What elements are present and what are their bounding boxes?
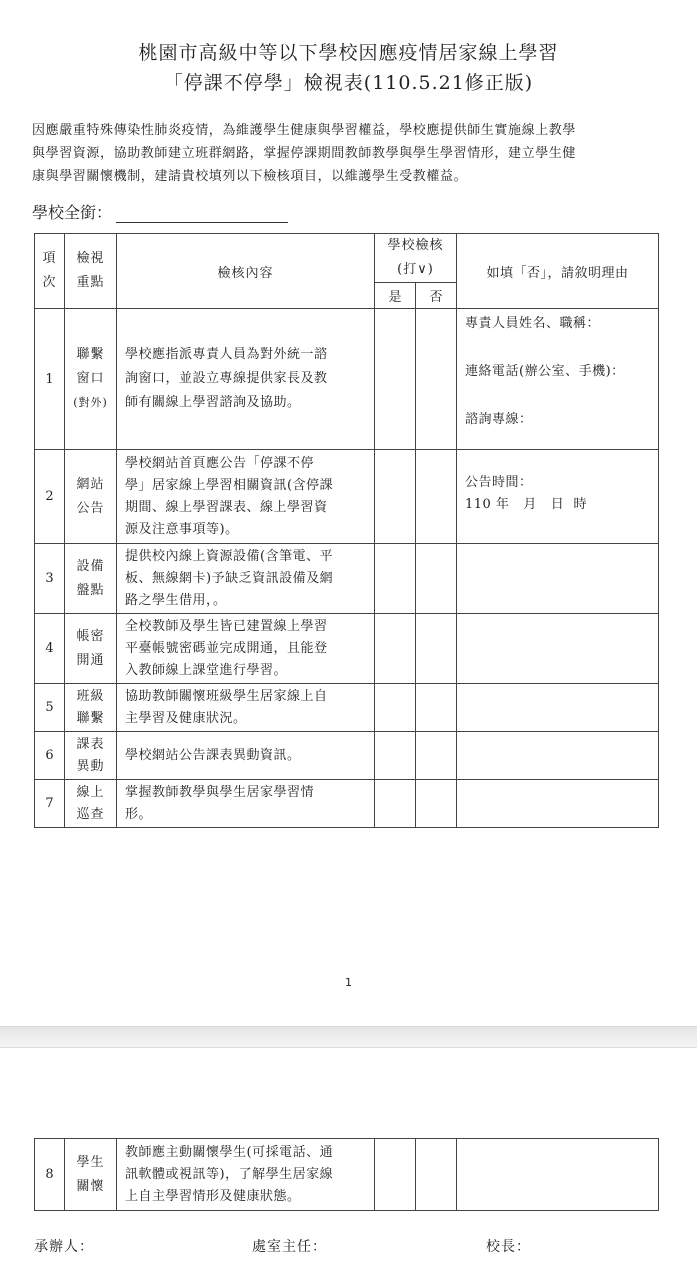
remark-cell[interactable] bbox=[457, 1139, 659, 1211]
header-item-no: 項 次 bbox=[35, 234, 65, 309]
check-yes-cell[interactable] bbox=[375, 684, 416, 732]
remark-cell[interactable] bbox=[457, 684, 659, 732]
row-number: 1 bbox=[35, 309, 65, 450]
row-focus: 課表 異動 bbox=[65, 732, 117, 780]
remark-cell[interactable]: 公告時間： 110 年 月 日 時 bbox=[457, 450, 659, 544]
table-row bbox=[35, 450, 659, 544]
header-focus: 檢視 重點 bbox=[65, 234, 117, 309]
row-focus: 帳密 開通 bbox=[65, 614, 117, 684]
row-focus: 線上 巡查 bbox=[65, 780, 117, 828]
row-content: 全校教師及學生皆已建置線上學習 平臺帳號密碼並完成開通，且能登 入教師線上課堂進行學習。 bbox=[117, 614, 375, 684]
row-focus: 聯繫 窗口 (對外) bbox=[65, 309, 117, 450]
intro-line: 與學習資源，協助教師建立班群網路，掌握停課期間教師教學與學生學習情形，建立學生健 bbox=[32, 146, 577, 161]
check-no-cell[interactable] bbox=[416, 732, 457, 780]
row-number: 8 bbox=[35, 1139, 65, 1211]
check-no-cell[interactable] bbox=[416, 1139, 457, 1211]
row-focus: 網站 公告 bbox=[65, 450, 117, 544]
table-row bbox=[35, 732, 659, 780]
checklist-table-continued bbox=[34, 1138, 659, 1211]
row-focus: 設備 盤點 bbox=[65, 544, 117, 614]
document-title-line2: 「停課不停學」檢視表(110.5.21修正版) bbox=[163, 72, 534, 94]
row-content: 提供校內線上資源設備(含筆電、平 板、無線網卡)予缺乏資訊設備及網 路之學生借用，。 bbox=[117, 544, 375, 614]
check-yes-cell[interactable] bbox=[375, 544, 416, 614]
signature-principal: 校長： bbox=[486, 1239, 531, 1255]
signature-director: 處室主任： bbox=[252, 1239, 327, 1255]
check-yes-cell[interactable] bbox=[375, 780, 416, 828]
row-number: 7 bbox=[35, 780, 65, 828]
check-no-cell[interactable] bbox=[416, 684, 457, 732]
row-content: 協助教師關懷班級學生居家線上自 主學習及健康狀況。 bbox=[117, 684, 375, 732]
remark-cell[interactable] bbox=[457, 544, 659, 614]
row-content: 教師應主動關懷學生(可採電話、通 訊軟體或視訊等)，了解學生居家線 上自主學習情形及健康狀態。 bbox=[117, 1139, 375, 1211]
check-no-cell[interactable] bbox=[416, 544, 457, 614]
remark-cell[interactable] bbox=[457, 780, 659, 828]
table-header-row bbox=[35, 234, 659, 283]
table-row bbox=[35, 1139, 659, 1211]
row-content: 學校網站首頁應公告「停課不停 學」居家線上學習相關資訊(含停課 期間、線上學習課表、線上學習資 源及注意事項等)。 bbox=[117, 450, 375, 544]
header-remark: 如填「否」，請敘明理由 bbox=[457, 234, 659, 309]
table-row bbox=[35, 544, 659, 614]
header-yes: 是 bbox=[375, 283, 416, 309]
remark-cell[interactable]: 專責人員姓名、職稱： 連絡電話(辦公室、手機)： 諮詢專線： bbox=[457, 309, 659, 450]
check-yes-cell[interactable] bbox=[375, 309, 416, 450]
row-focus: 班級 聯繫 bbox=[65, 684, 117, 732]
row-number: 5 bbox=[35, 684, 65, 732]
row-content: 掌握教師教學與學生居家學習情 形。 bbox=[117, 780, 375, 828]
check-yes-cell[interactable] bbox=[375, 450, 416, 544]
school-name-blank[interactable] bbox=[116, 206, 288, 223]
remark-cell[interactable] bbox=[457, 614, 659, 684]
check-no-cell[interactable] bbox=[416, 309, 457, 450]
row-number: 6 bbox=[35, 732, 65, 780]
checklist-table bbox=[34, 233, 659, 828]
intro-line: 康與學習關懷機制，建請貴校填列以下檢核項目，以維護學生受教權益。 bbox=[32, 169, 468, 184]
page-break-divider bbox=[0, 1026, 697, 1048]
row-number: 4 bbox=[35, 614, 65, 684]
row-content: 學校應指派專責人員為對外統一諮 詢窗口，並設立專線提供家長及教 師有關線上學習諮詢及協助。 bbox=[117, 309, 375, 450]
check-yes-cell[interactable] bbox=[375, 732, 416, 780]
signature-handler: 承辦人： bbox=[34, 1239, 94, 1255]
remark-cell[interactable] bbox=[457, 732, 659, 780]
check-yes-cell[interactable] bbox=[375, 614, 416, 684]
document-title-line1: 桃園市高級中等以下學校因應疫情居家線上學習 bbox=[138, 42, 559, 64]
header-school-check: 學校檢核 (打∨) bbox=[375, 234, 457, 283]
table-row bbox=[35, 309, 659, 450]
row-focus: 學生 關懷 bbox=[65, 1139, 117, 1211]
table-row bbox=[35, 684, 659, 732]
header-content: 檢核內容 bbox=[117, 234, 375, 309]
table-row bbox=[35, 614, 659, 684]
check-no-cell[interactable] bbox=[416, 780, 457, 828]
intro-line: 因應嚴重特殊傳染性肺炎疫情，為維護學生健康與學習權益，學校應提供師生實施線上教學 bbox=[32, 123, 577, 138]
table-row bbox=[35, 780, 659, 828]
row-number: 2 bbox=[35, 450, 65, 544]
check-yes-cell[interactable] bbox=[375, 1139, 416, 1211]
check-no-cell[interactable] bbox=[416, 450, 457, 544]
school-name-field bbox=[32, 200, 288, 223]
row-number: 3 bbox=[35, 544, 65, 614]
school-name-label: 學校全銜： bbox=[32, 203, 113, 222]
page-number: 1 bbox=[345, 976, 352, 989]
row-content: 學校網站公告課表異動資訊。 bbox=[117, 732, 375, 780]
intro-paragraph bbox=[32, 119, 662, 188]
check-no-cell[interactable] bbox=[416, 614, 457, 684]
header-no: 否 bbox=[416, 283, 457, 309]
